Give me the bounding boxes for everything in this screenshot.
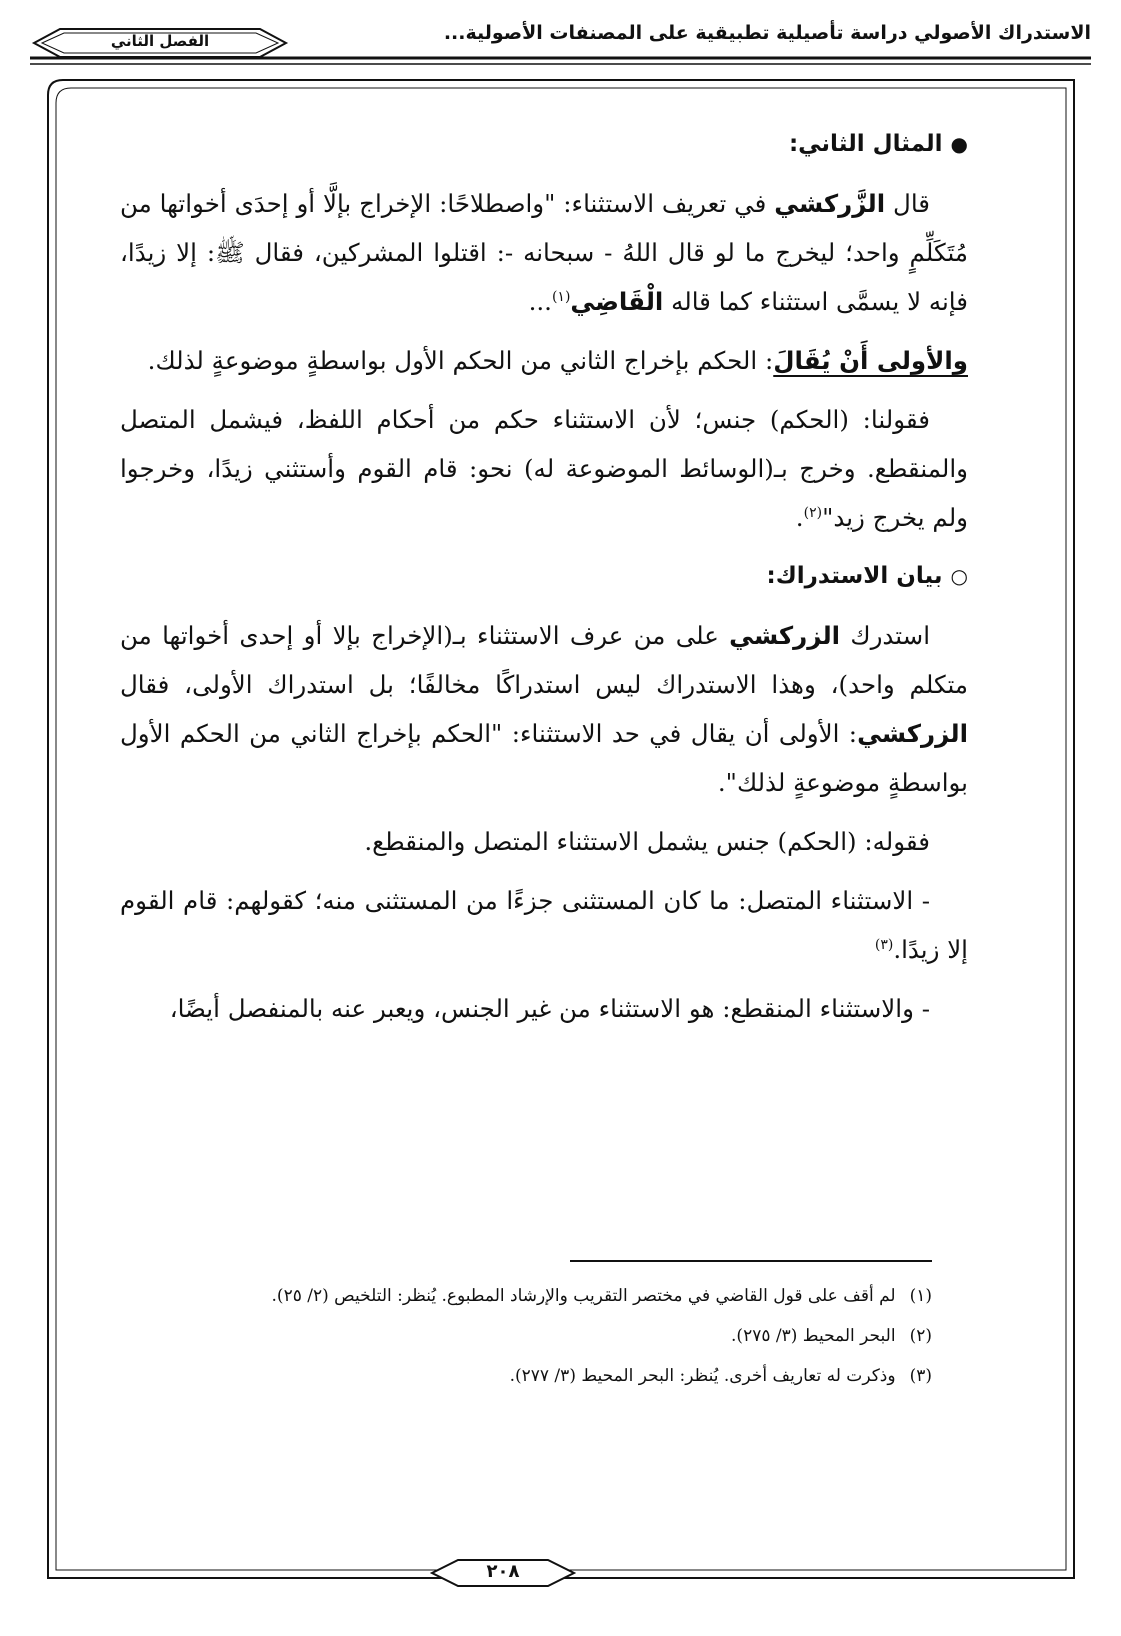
- paragraph-1: قال الزَّركشي في تعريف الاستثناء: "واصطلاحًا: الإخراج بإلَّا أو إحدَى أخواتها من مُتَكَلِّمٍ واحد؛ ليخرج ما لو قال اللهُ - سبحانه -: اقتلوا المشركين، فقال ﷺ: إلا زيدًا، فإنه لا يسمَّى استثناء كما قاله الْقَاضِي$^{(١)}$...: [120, 189, 968, 316]
- paragraph-3: فقولنا: (الحكم) جنس؛ لأن الاستثناء حكم من أحكام اللفظ، فيشمل المتصل والمنقطع. وخرج بـ(الوسائط الموضوعة له) نحو: قام القوم وأستثني زيدًا، وخرجوا ولم يخرج زيد"$^{(٢)}$.: [120, 405, 968, 532]
- footnote-separator: [570, 1260, 932, 1262]
- author-name: الزركشي: [729, 621, 841, 650]
- footnotes: [120, 1282, 932, 1402]
- footnote-ref: (٣): [874, 936, 894, 953]
- footnote-3: (٣) وذكرت له تعاريف أخرى. يُنظر: البحر المحيط (٣/ ٢٧٧).: [509, 1366, 932, 1386]
- footnote-1: (١) لم أقف على قول القاضي في مختصر التقريب والإرشاد المطبوع. يُنظر: التلخيص (٢/ ٢٥).: [271, 1286, 932, 1306]
- author-name: الزَّركشي: [774, 189, 886, 218]
- paragraph-4: استدرك الزركشي على من عرف الاستثناء بـ(الإخراج بإلا أو إحدى أخواتها من متكلم واحد)، وهذا الاستدراك ليس استدراكًا مخالفًا؛ بل استدراك الأولى، فقال الزركشي: الأولى أن يقال في حد الاستثناء: "الحكم بإخراج الثاني من الحكم الأول بواسطةٍ موضوعةٍ لذلك".: [120, 621, 968, 797]
- footnote-ref: (١): [551, 288, 571, 305]
- page-header: [30, 0, 1091, 60]
- footnote-ref: (٢): [803, 504, 823, 521]
- author-name: الْقَاضِي: [570, 287, 664, 316]
- paragraph-5: فقوله: (الحكم) جنس يشمل الاستثناء المتصل والمنقطع.: [364, 827, 930, 856]
- hollow-bullet-icon: ○: [950, 564, 968, 588]
- filled-bullet-icon: ●: [950, 132, 968, 156]
- page-number: ٢٠٨: [486, 1561, 520, 1582]
- paragraph-6: - الاستثناء المتصل: ما كان المستثنى جزءًا من المستثنى منه؛ كقولهم: قام القوم إلا زيدًا.$^{(٣)}$: [120, 886, 968, 964]
- footnote-2: (٢) البحر المحيط (٣/ ٢٧٥).: [731, 1326, 932, 1346]
- main-text: [120, 120, 968, 1043]
- paragraph-2: والأولى أَنْ يُقَالَ: الحكم بإخراج الثاني من الحكم الأول بواسطةٍ موضوعةٍ لذلك.: [147, 346, 968, 375]
- chapter-label: الفصل الثاني: [110, 32, 210, 50]
- paragraph-7: - والاستثناء المنقطع: هو الاستثناء من غير الجنس، ويعبر عنه بالمنفصل أيضًا،: [169, 994, 930, 1023]
- author-name: الزركشي: [857, 719, 968, 748]
- emphasis-phrase: والأولى أَنْ يُقَالَ: [773, 346, 968, 375]
- heading-istidrak: ○ بيان الاستدراك:: [766, 563, 968, 589]
- chapter-tab: [30, 26, 290, 60]
- page-number-badge: [430, 1557, 576, 1589]
- running-title: الاستدراك الأصولي دراسة تأصيلية تطبيقية على المصنفات الأصولية...: [443, 22, 1091, 44]
- heading-example: ● المثال الثاني:: [788, 131, 968, 157]
